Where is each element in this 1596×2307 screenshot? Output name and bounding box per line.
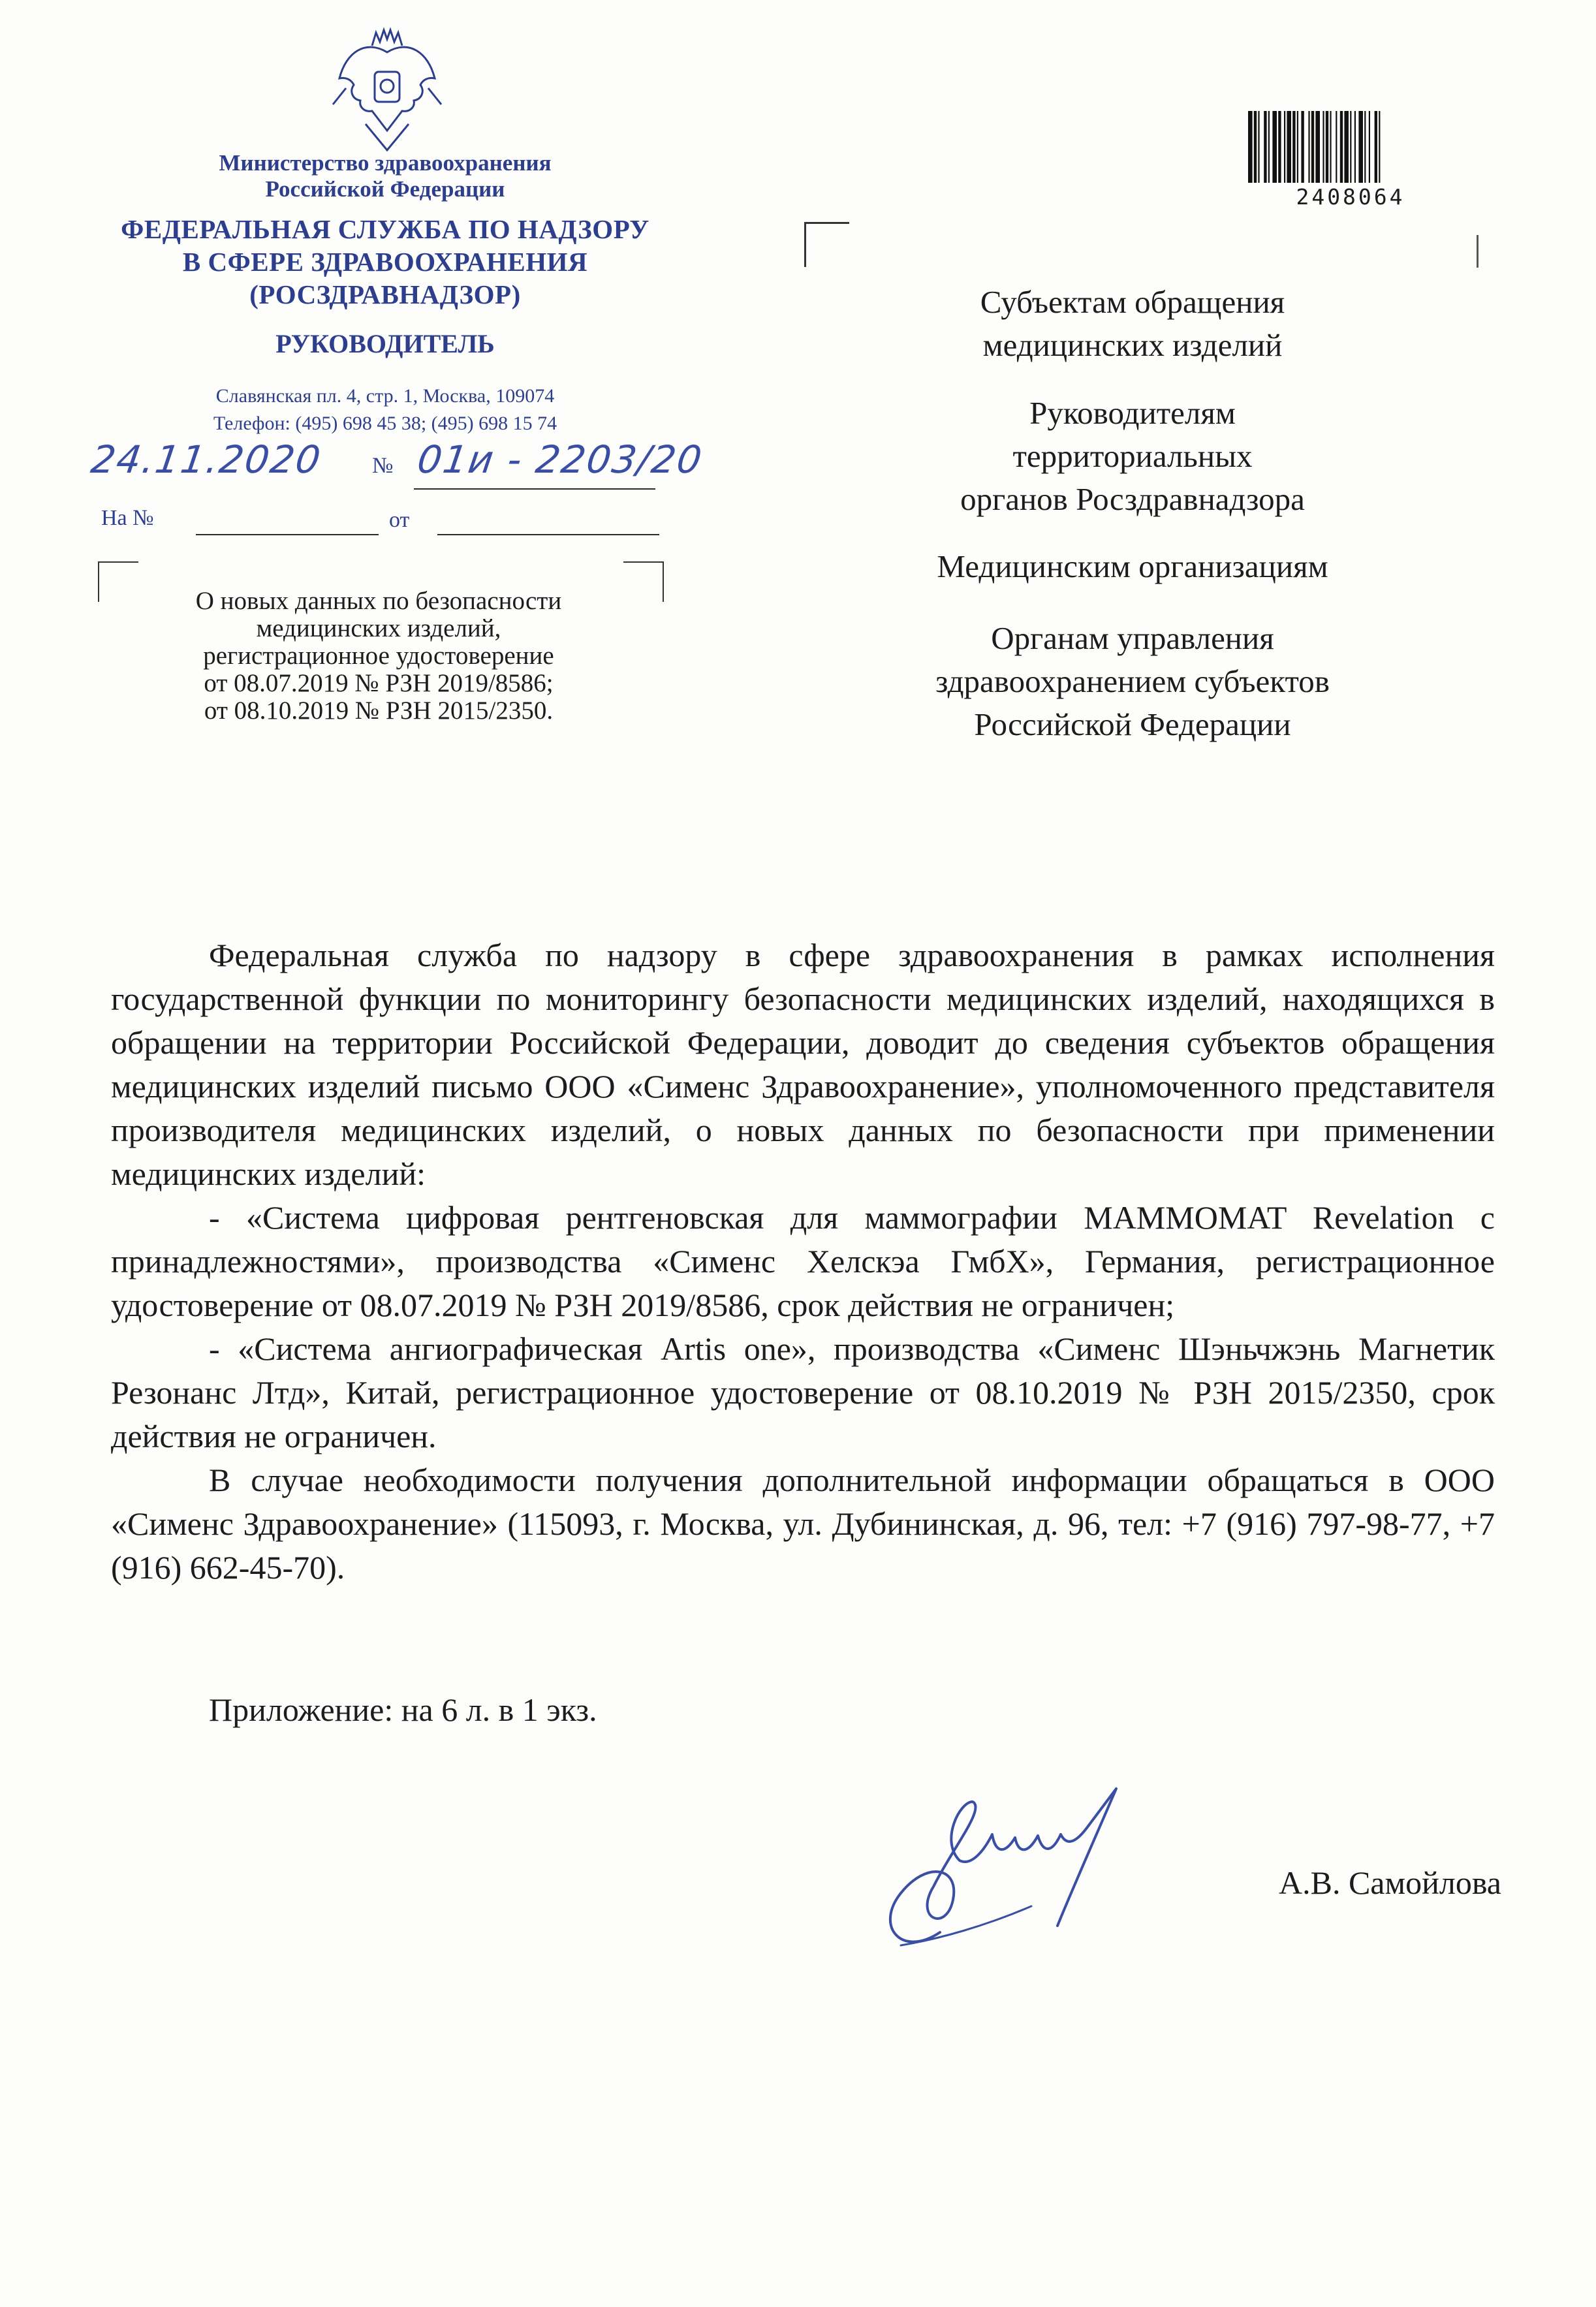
reference-number-label: На № bbox=[101, 506, 154, 530]
registration-underline bbox=[414, 488, 655, 490]
coat-of-arms-emblem-icon bbox=[326, 26, 448, 154]
address-bracket bbox=[804, 222, 849, 267]
signer-name: А.В. Самойлова bbox=[1279, 1864, 1501, 1901]
body-paragraph-device-1: - «Система цифровая рентгеновская для маммографии MAMMOMAT Revelation с принадлежностями», производства «Сименс Хелскэа ГмбХ», Германия, регистрационное удостоверение от 08.07.2019 № РЗН 2019/8586, срок действия не ограничен; bbox=[111, 1199, 1495, 1323]
body-paragraph-intro: Федеральная служба по надзору в сфере здравоохранения в рамках исполнения государственной функции по мониторингу безопасности медицинских изделий, находящихся в обращении на территории Российской Федерации, доводит до сведения субъектов обращения медицинских изделий письмо ООО «Сименс Здравоохранение», уполномоченного представителя производителя медицинских изделий, о новых данных по безопасности при применении медицинских изделий: bbox=[111, 937, 1495, 1192]
handwritten-signature-icon bbox=[862, 1763, 1168, 1978]
attachment-note: Приложение: на 6 л. в 1 экз. bbox=[209, 1691, 597, 1728]
registration-number-label: № bbox=[372, 454, 394, 478]
service-name: ФЕДЕРАЛЬНАЯ СЛУЖБА ПО НАДЗОРУ В СФЕРЕ ЗДРАВООХРАНЕНИЯ (РОСЗДРАВНАДЗОР) bbox=[121, 214, 649, 309]
recipient-item: Медицинским организациям bbox=[937, 548, 1328, 584]
reference-date-label: от bbox=[389, 508, 410, 532]
letter-subject: О новых данных по безопасности медицинских изделий, регистрационное удостоверение от 08.07.2019 № РЗН 2019/8586; от 08.10.2019 № РЗН 2015/2350. bbox=[195, 587, 562, 725]
body-paragraph-contact: В случае необходимости получения дополнительной информации обращаться в ООО «Сименс Здравоохранение» (115093, г. Москва, ул. Дубининская, д. 96, тел: +7 (916) 797-98-77, +7 (916) 662-45-70). bbox=[111, 1462, 1495, 1586]
barcode-icon bbox=[1247, 111, 1454, 183]
letterhead-address: Славянская пл. 4, стр. 1, Москва, 109074 Телефон: (495) 698 45 38; (495) 698 15 74 bbox=[213, 385, 557, 434]
recipient-item: Органам управления здравоохранением субъектов Российской Федерации bbox=[935, 620, 1330, 742]
body-paragraph-device-2: - «Система ангиографическая Artis one», производства «Сименс Шэньчжэнь Магнетик Резонанс Лтд», Китай, регистрационное удостоверение от 08.10.2019 № РЗН 2015/2350, срок действия не ограничен. bbox=[111, 1330, 1495, 1454]
reference-date-field bbox=[437, 534, 659, 535]
registration-date: 24.11.2020 bbox=[88, 437, 324, 482]
recipient-item: Субъектам обращения медицинских изделий bbox=[980, 284, 1285, 363]
letter-body bbox=[111, 934, 1495, 1590]
head-title: РУКОВОДИТЕЛЬ bbox=[275, 329, 495, 358]
registration-number: 01и - 2203/20 bbox=[415, 437, 706, 482]
barcode-number: 2408064 bbox=[1296, 184, 1405, 210]
recipient-item: Руководителям территориальных органов Росздравнадзора bbox=[960, 395, 1305, 517]
reference-number-field bbox=[196, 534, 379, 535]
address-bracket-right-mark bbox=[1477, 235, 1479, 268]
ministry-name: Министерство здравоохранения Российской Федерации bbox=[219, 150, 552, 202]
